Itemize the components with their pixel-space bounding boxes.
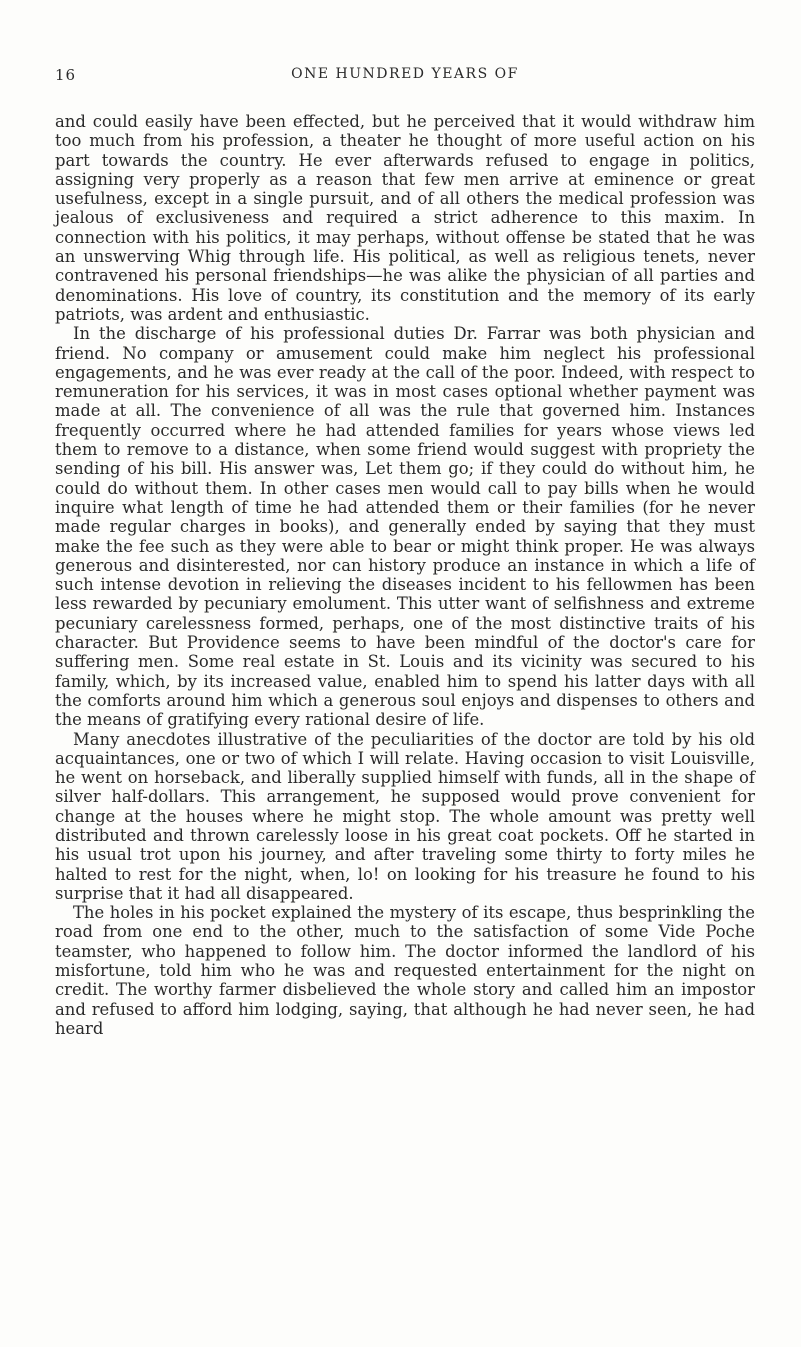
- running-head: [55, 66, 755, 90]
- body-text: [55, 112, 755, 1038]
- paragraph-4: The holes in his pocket explained the mystery of its escape, thus besprinkling the road from one end to the other, much to the satisfaction of some Vide Poche teamster, who happened to follow him. The doctor informed the landlord of his misfortune, told him who he was and requested entertainment for the night on credit. The worthy farmer disbelieved the whole story and called him an impostor and refused to afford him lodging, saying, that although he had never seen, he had heard: [55, 903, 755, 1038]
- paragraph-2: In the discharge of his professional duties Dr. Farrar was both physician and friend. No company or amusement could make him neglect his professional engagements, and he was ever ready at the call of the poor. Indeed, with respect to remuneration for his services, it was in most cases optional whether payment was made at all. The convenience of all was the rule that governed him. Instances frequently occurred where he had attended families for years whose views led them to remove to a distance, when some friend would suggest with propriety the sending of his bill. His answer was, Let them go; if they could do without him, he could do without them. In other cases men would call to pay bills when he would inquire what length of time he had attended them or their families (for he never made regular charges in books), and generally ended by saying that they must make the fee such as they were able to bear or might think proper. He was always generous and disinterested, nor can history produce an instance in which a life of such intense devotion in relieving the diseases incident to his fellowmen has been less rewarded by pecuniary emolument. This utter want of selfishness and extreme pecuniary carelessness formed, perhaps, one of the most distinctive traits of his character. But Providence seems to have been mindful of the doctor's care for suffering men. Some real estate in St. Louis and its vicinity was secured to his family, which, by its increased value, enabled him to spend his latter days with all the comforts around him which a generous soul enjoys and dispenses to others and the means of gratifying every rational desire of life.: [55, 324, 755, 730]
- paragraph-1: and could easily have been effected, but he perceived that it would withdraw him too much from his profession, a theater he thought of more useful action on his part towards the country. He ever afterwards refused to engage in politics, assigning very properly as a reason that few men arrive at eminence or great usefulness, except in a single pursuit, and of all others the medical profession was jealous of exclusiveness and required a strict adherence to this maxim. In connection with his politics, it may perhaps, without offense be stated that he was an unswerving Whig through life. His political, as well as religious tenets, never contravened his personal friendships—he was alike the physician of all parties and denominations. His love of country, its constitution and the memory of its early patriots, was ardent and enthusiastic.: [55, 112, 755, 324]
- running-title: ONE HUNDRED YEARS OF: [291, 66, 519, 82]
- paragraph-3: Many anecdotes illustrative of the peculiarities of the doctor are told by his old acquaintances, one or two of which I will relate. Having occasion to visit Louisville, he went on horseback, and liberally supplied himself with funds, all in the shape of silver half-dollars. This arrangement, he supposed would prove convenient for change at the houses where he might stop. The whole amount was pretty well distributed and thrown carelessly loose in his great coat pockets. Off he started in his usual trot upon his journey, and after traveling some thirty to forty miles he halted to rest for the night, when, lo! on looking for his treasure he found to his surprise that it had all disappeared.: [55, 729, 755, 903]
- page-number: 16: [55, 66, 77, 84]
